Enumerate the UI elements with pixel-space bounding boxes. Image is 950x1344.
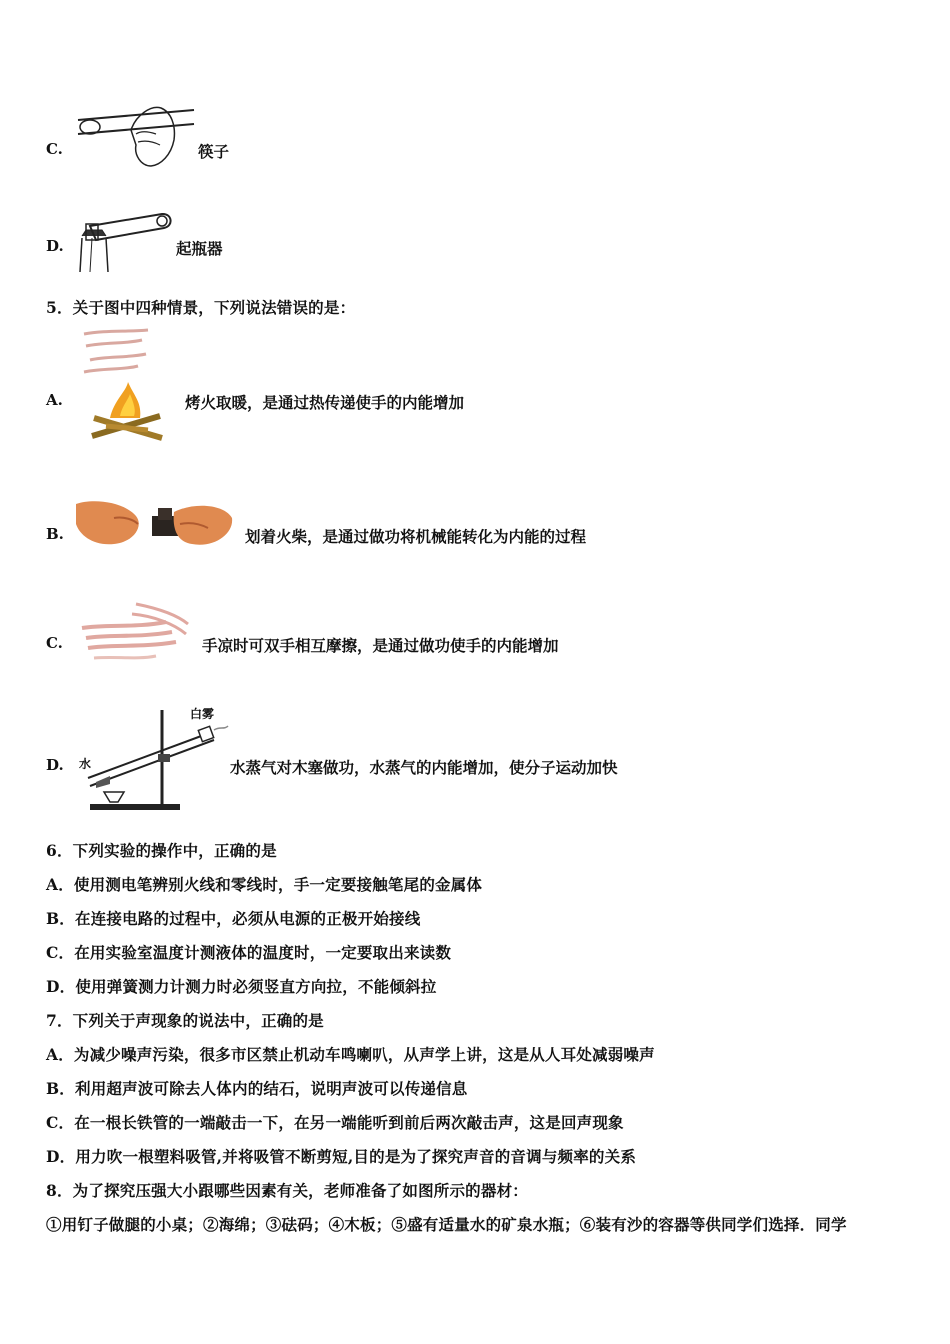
q5-option-d-caption: 水蒸气对木塞做功，水蒸气的内能增加，使分子运动加快 <box>230 758 618 777</box>
q7-option-c: C．在一根长铁管的一端敲击一下，在另一端能听到前后两次敲击声，这是回声现象 <box>46 1113 624 1132</box>
q5-option-d-letter: D. <box>46 756 64 774</box>
q5-option-a-letter: A. <box>46 391 63 409</box>
q4-option-d-letter: D. <box>46 237 64 255</box>
bottle-opener-illustration-icon <box>76 208 176 274</box>
q5-figure-label-mist: 白雾 <box>190 707 215 721</box>
q8-line2: ①用钉子做腿的小桌；②海绵；③砝码；④木板；⑤盛有适量水的矿泉水瓶；⑥装有沙的容器等供同学们选择．同学 <box>46 1215 847 1234</box>
q6-option-c: C．在用实验室温度计测液体的温度时，一定要取出来读数 <box>46 943 452 962</box>
q7-option-b: B．利用超声波可除去人体内的结石，说明声波可以传递信息 <box>46 1079 468 1098</box>
q6-option-a: A．使用测电笔辨别火线和零线时，手一定要接触笔尾的金属体 <box>46 875 483 894</box>
q5-option-c-letter: C. <box>46 634 63 652</box>
q8-stem: 8．为了探究压强大小跟哪些因素有关，老师准备了如图所示的器材： <box>46 1181 528 1200</box>
q7-stem: 7．下列关于声现象的说法中，正确的是 <box>46 1011 324 1030</box>
q4-option-c-letter: C. <box>46 140 63 158</box>
q7-option-a: A．为减少噪声污染，很多市区禁止机动车鸣喇叭，从声学上讲，这是从人耳处减弱噪声 <box>46 1045 655 1064</box>
q6-option-d: D．使用弹簧测力计测力时必须竖直方向拉，不能倾斜拉 <box>46 977 437 996</box>
q5-figure-label-water: 水 <box>79 757 92 771</box>
campfire-hands-illustration-icon <box>76 326 176 446</box>
q5-option-c-caption: 手凉时可双手相互摩擦，是通过做功使手的内能增加 <box>202 636 559 655</box>
q5-option-a-caption: 烤火取暖，是通过热传递使手的内能增加 <box>185 393 465 412</box>
q5-option-b-caption: 划着火柴，是通过做功将机械能转化为内能的过程 <box>245 527 587 546</box>
q6-option-b: B．在连接电路的过程中，必须从电源的正极开始接线 <box>46 909 421 928</box>
striking-match-illustration-icon <box>74 494 234 554</box>
q4-option-c-caption: 筷子 <box>198 142 230 161</box>
q7-option-d: D．用力吹一根塑料吸管,并将吸管不断剪短,目的是为了探究声音的音调与频率的关系 <box>46 1147 637 1166</box>
q5-option-b-letter: B. <box>46 525 64 543</box>
q4-option-d-caption: 起瓶器 <box>176 239 223 258</box>
chopsticks-illustration-icon <box>76 100 196 170</box>
q5-stem: 5．关于图中四种情景，下列说法错误的是： <box>46 298 356 317</box>
q6-stem: 6．下列实验的操作中，正确的是 <box>46 841 277 860</box>
rubbing-hands-illustration-icon <box>76 598 196 668</box>
